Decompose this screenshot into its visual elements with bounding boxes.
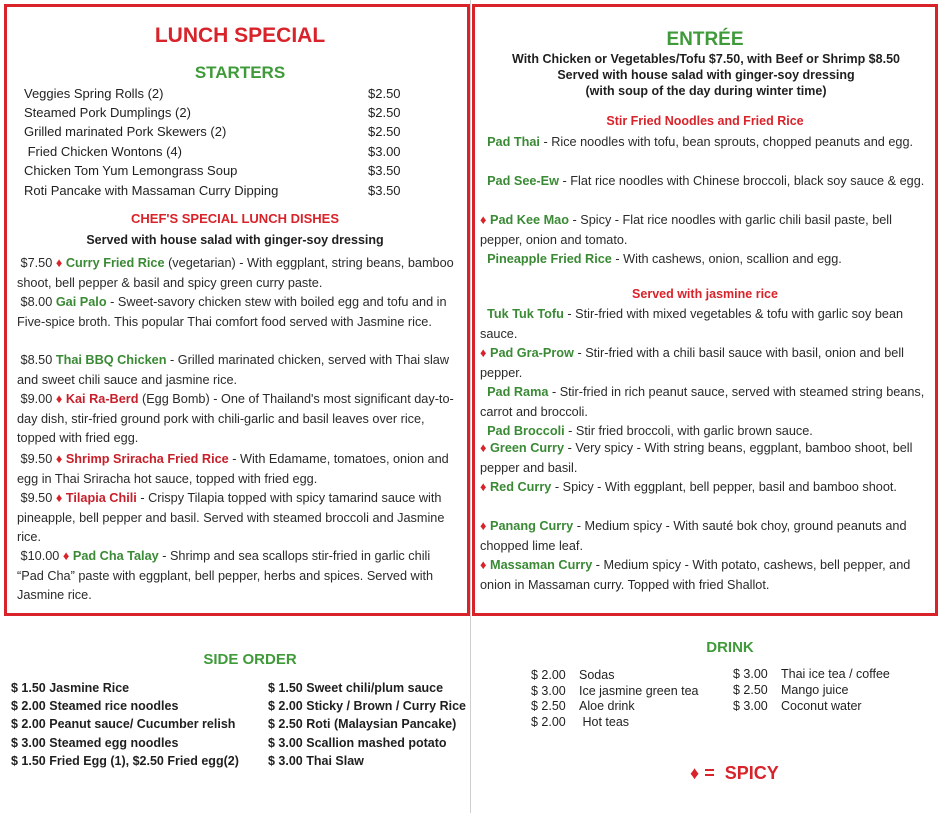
dish-price: $9.50 bbox=[20, 491, 53, 505]
dish-description: - Sweet-savory chicken stew with boiled egg and tofu and in Five-spice broth. This popular Thai comfort food served with Jasmine rice. bbox=[17, 295, 447, 329]
dish-name: Kai Ra-Berd bbox=[65, 392, 139, 406]
dish-description: - Grilled marinated chicken, served with Thai slaw and sweet chili sauce and jasmine rice. bbox=[17, 353, 450, 387]
starter-name: Steamed Pork Dumplings (2) bbox=[24, 105, 191, 120]
starter-item bbox=[24, 86, 404, 105]
dish-price: $8.50 bbox=[20, 353, 53, 367]
drink-item bbox=[733, 683, 848, 697]
entree-item bbox=[480, 556, 932, 595]
starter-price: $3.50 bbox=[368, 163, 401, 178]
dish-name: Shrimp Sriracha Fried Rice bbox=[65, 452, 229, 466]
dish-description: - With eggplant, string beans, bamboo shoot, bell pepper & basil and spicy green curry paste. bbox=[17, 256, 454, 290]
noodles-title: Stir Fried Noodles and Fried Rice bbox=[606, 114, 804, 128]
dish-name: Tilapia Chili bbox=[65, 491, 137, 505]
starter-name: Veggies Spring Rolls (2) bbox=[24, 86, 164, 101]
drink-item bbox=[531, 715, 629, 729]
dish-name: Thai BBQ Chicken bbox=[55, 353, 167, 367]
dish-price: $10.00 bbox=[20, 549, 60, 563]
dish-item bbox=[17, 254, 455, 293]
drink-title: DRINK bbox=[706, 639, 754, 656]
drink-item bbox=[531, 699, 635, 713]
entree-item bbox=[480, 383, 932, 422]
spicy-icon: ♦ bbox=[480, 441, 487, 455]
entree-item bbox=[480, 517, 932, 556]
spicy-icon: ♦ bbox=[62, 549, 70, 563]
drink-name: Sodas bbox=[579, 668, 615, 682]
starter-name: Chicken Tom Yum Lemongrass Soup bbox=[24, 163, 238, 178]
entree-description: - Medium spicy - With sauté bok choy, ground peanuts and chopped lime leaf. bbox=[480, 519, 907, 553]
dish-description: - One of Thailand's most significant day-to-day dish, stir-fried ground pork with chili-garlic and basil leaves over rice, topped with fried egg. bbox=[17, 392, 454, 445]
entree-description: - Stir-fried with mixed vegetables & tofu with garlic soy bean sauce. bbox=[480, 307, 904, 341]
starter-price: $2.50 bbox=[368, 86, 401, 101]
entree-name: Massaman Curry bbox=[490, 558, 593, 572]
entree-description: - Rice noodles with tofu, bean sprouts, chopped peanuts and egg. bbox=[539, 135, 914, 149]
starter-item bbox=[24, 124, 404, 143]
drink-price: $ 2.50 bbox=[733, 683, 768, 697]
side-order-item: $ 1.50 Sweet chili/plum sauce bbox=[268, 681, 444, 695]
entree-name: Pad Kee Mao bbox=[490, 213, 569, 227]
drink-price: $ 3.00 bbox=[531, 684, 566, 698]
dish-item bbox=[17, 547, 455, 606]
drink-price: $ 2.00 bbox=[531, 668, 566, 682]
drink-item bbox=[531, 684, 699, 698]
spicy-legend bbox=[690, 763, 779, 784]
entree-name: Red Curry bbox=[490, 480, 552, 494]
side-order-item: $ 2.50 Roti (Malaysian Pancake) bbox=[268, 717, 457, 731]
entree-description: - Medium spicy - With potato, cashews, bell pepper, and onion in Massaman curry. Topped with fried Shallot. bbox=[480, 558, 911, 592]
entree-item bbox=[480, 305, 932, 344]
entree-description: - Spicy - With eggplant, bell pepper, basil and bamboo shoot. bbox=[551, 480, 897, 494]
spicy-icon: ♦ bbox=[480, 558, 487, 572]
entree-name: Pad Rama bbox=[487, 385, 549, 399]
drink-item bbox=[733, 699, 862, 713]
entree-item bbox=[480, 344, 932, 383]
side-order-title: SIDE ORDER bbox=[203, 651, 297, 668]
side-order-item: $ 3.00 Thai Slaw bbox=[268, 754, 364, 768]
entree-name: Pineapple Fried Rice bbox=[487, 252, 612, 266]
spicy-icon: ♦ bbox=[480, 480, 487, 494]
chef-special-title: CHEF'S SPECIAL LUNCH DISHES bbox=[131, 211, 339, 226]
drink-price: $ 2.00 bbox=[531, 715, 566, 729]
starter-item bbox=[24, 105, 404, 124]
dish-name: Gai Palo bbox=[55, 295, 107, 309]
side-order-item: $ 2.00 Steamed rice noodles bbox=[11, 699, 179, 713]
dish-description: - With Edamame, tomatoes, onion and egg in Thai Sriracha hot sauce, topped with fried egg. bbox=[17, 452, 449, 486]
starter-price: $3.50 bbox=[368, 183, 401, 198]
side-order-item: $ 3.00 Scallion mashed potato bbox=[268, 736, 447, 750]
side-order-item: $ 2.00 Sticky / Brown / Curry Rice bbox=[268, 699, 466, 713]
drink-price: $ 3.00 bbox=[733, 667, 768, 681]
drink-name: Hot teas bbox=[579, 715, 630, 729]
entree-name: Pad Thai bbox=[487, 135, 540, 149]
spicy-icon: ♦ bbox=[480, 213, 487, 227]
entree-item bbox=[480, 478, 932, 498]
page-fold bbox=[470, 0, 471, 813]
starter-name: Roti Pancake with Massaman Curry Dipping bbox=[24, 183, 279, 198]
dish-note: (Egg Bomb) bbox=[138, 392, 210, 406]
drink-price: $ 2.50 bbox=[531, 699, 566, 713]
entree-name: Tuk Tuk Tofu bbox=[487, 307, 564, 321]
entree-item bbox=[480, 211, 932, 250]
starter-price: $2.50 bbox=[368, 124, 401, 139]
entree-description: - With cashews, onion, scallion and egg. bbox=[611, 252, 842, 266]
drink-item bbox=[733, 667, 890, 681]
starter-price: $3.00 bbox=[368, 144, 401, 159]
side-order-item: $ 2.00 Peanut sauce/ Cucumber relish bbox=[11, 717, 236, 731]
entree-item bbox=[480, 133, 932, 153]
entree-item bbox=[480, 439, 932, 478]
dish-price: $9.50 bbox=[20, 452, 53, 466]
spicy-icon: ♦ bbox=[55, 256, 63, 270]
starter-name: Grilled marinated Pork Skewers (2) bbox=[24, 124, 227, 139]
starter-item bbox=[24, 144, 404, 163]
dish-price: $9.00 bbox=[20, 392, 53, 406]
dish-description: - Shrimp and sea scallops stir-fried in garlic chili “Pad Cha” paste with eggplant, bell pepper, herbs and spices. Served with Jasmine rice. bbox=[17, 549, 434, 602]
entree-description: - Stir-fried with a chili basil sauce with basil, onion and bell pepper. bbox=[480, 346, 904, 380]
dish-item bbox=[17, 450, 455, 489]
spicy-icon: ♦ bbox=[480, 346, 487, 360]
dish-item bbox=[17, 390, 455, 449]
starter-name: Fried Chicken Wontons (4) bbox=[24, 144, 182, 159]
entree-description: - Very spicy - With string beans, eggplant, bamboo shoot, bell pepper and basil. bbox=[480, 441, 913, 475]
side-order-item: $ 1.50 Fried Egg (1), $2.50 Fried egg(2) bbox=[11, 754, 239, 768]
starters-title: STARTERS bbox=[194, 63, 286, 82]
entree-title: ENTRÉE bbox=[666, 29, 744, 50]
entree-name: Pad Broccoli bbox=[487, 424, 565, 438]
drink-name: Coconut water bbox=[781, 699, 862, 713]
starter-price: $2.50 bbox=[368, 105, 401, 120]
dish-name: Curry Fried Rice bbox=[65, 256, 165, 270]
spicy-icon: ♦ bbox=[55, 452, 63, 466]
spicy-icon: ♦ bbox=[55, 491, 63, 505]
drink-item bbox=[531, 668, 614, 682]
dish-price: $8.00 bbox=[20, 295, 53, 309]
drink-name: Aloe drink bbox=[579, 699, 635, 713]
entree-name: Pad See-Ew bbox=[487, 174, 559, 188]
spicy-icon: ♦ bbox=[55, 392, 63, 406]
drink-name: Ice jasmine green tea bbox=[579, 684, 699, 698]
dish-description: - Crispy Tilapia topped with spicy tamarind sauce with pineapple, bell pepper and basil. Served with steamed broccoli and Jasmine rice. bbox=[17, 491, 445, 544]
dish-item bbox=[17, 351, 455, 390]
starter-item bbox=[24, 163, 404, 182]
entree-subtitle-prices: With Chicken or Vegetables/Tofu $7.50, with Beef or Shrimp $8.50 bbox=[512, 52, 900, 66]
dish-name: Pad Cha Talay bbox=[72, 549, 159, 563]
entree-subtitle-soup: (with soup of the day during winter time) bbox=[585, 84, 827, 98]
entree-description: - Flat rice noodles with Chinese broccoli, black soy sauce & egg. bbox=[559, 174, 925, 188]
drink-price: $ 3.00 bbox=[733, 699, 768, 713]
entree-item bbox=[480, 250, 932, 270]
side-order-item: $ 3.00 Steamed egg noodles bbox=[11, 736, 179, 750]
dish-price: $7.50 bbox=[20, 256, 53, 270]
drink-name: Thai ice tea / coffee bbox=[781, 667, 890, 681]
entree-item bbox=[480, 172, 932, 192]
entree-name: Green Curry bbox=[490, 441, 565, 455]
entree-subtitle-salad: Served with house salad with ginger-soy dressing bbox=[557, 68, 855, 82]
lunch-special-title: LUNCH SPECIAL bbox=[154, 24, 326, 47]
drink-name: Mango juice bbox=[781, 683, 849, 697]
jasmine-title: Served with jasmine rice bbox=[632, 287, 778, 301]
entree-description: - Stir fried broccoli, with garlic brown sauce. bbox=[564, 424, 813, 438]
chef-special-subtitle: Served with house salad with ginger-soy dressing bbox=[86, 233, 384, 247]
dish-item bbox=[17, 489, 455, 548]
dish-note: (vegetarian) bbox=[164, 256, 236, 270]
entree-description: - Stir-fried in rich peanut sauce, served with steamed string beans, carrot and broccoli. bbox=[480, 385, 925, 419]
entree-description: - Spicy - Flat rice noodles with garlic chili basil paste, bell pepper, onion and tomato. bbox=[480, 213, 892, 247]
starter-item bbox=[24, 183, 404, 202]
side-order-item: $ 1.50 Jasmine Rice bbox=[11, 681, 130, 695]
spicy-legend-label: = SPICY bbox=[699, 763, 779, 783]
entree-name: Panang Curry bbox=[490, 519, 574, 533]
spicy-icon: ♦ bbox=[690, 763, 700, 783]
entree-name: Pad Gra-Prow bbox=[490, 346, 574, 360]
dish-item bbox=[17, 293, 455, 332]
spicy-icon: ♦ bbox=[480, 519, 487, 533]
